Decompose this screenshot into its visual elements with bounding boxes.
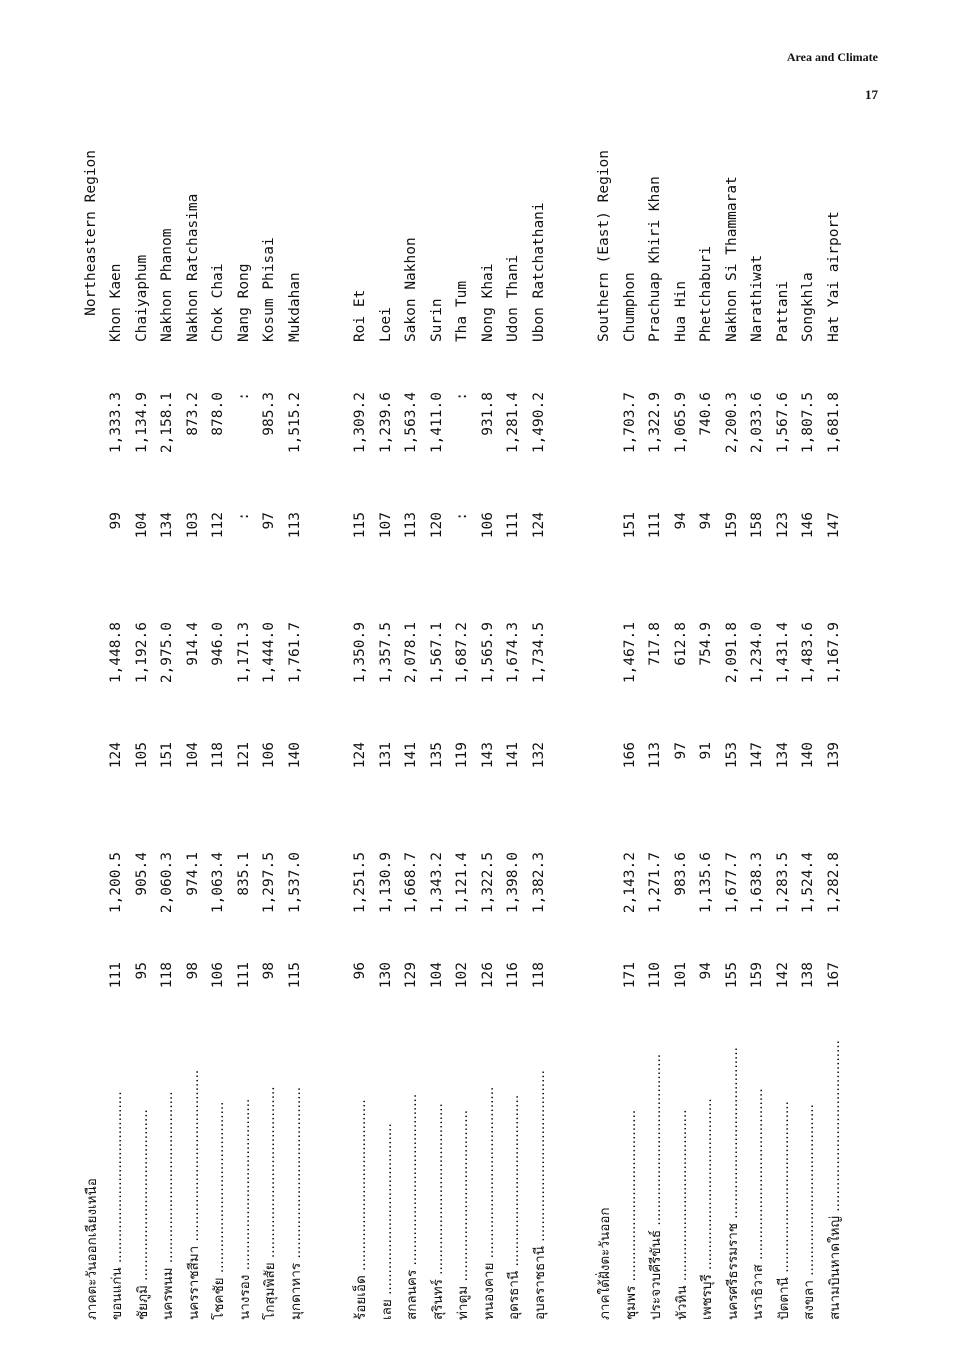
table-row <box>475 150 501 1320</box>
dot-leader: ........................................ <box>750 1088 767 1265</box>
station-name-thai <box>373 1040 399 1320</box>
station-name-thai <box>424 1040 450 1320</box>
rain-days-cell: 96 <box>352 962 369 980</box>
rain-days-cell: 97 <box>672 742 689 760</box>
rainfall-mm-cell: 1,171.3 <box>235 622 252 684</box>
rainfall-mm-cell: 1,382.3 <box>530 852 547 914</box>
rainfall-mm-cell: 1,134.9 <box>133 392 150 454</box>
rain-days-cell: 101 <box>672 962 689 989</box>
rain-days-cell: 110 <box>647 962 664 989</box>
station-name-thai-text: หนองคาย <box>480 1262 497 1320</box>
station-name-thai-text: ชุมพร <box>622 1285 639 1320</box>
station-name-thai <box>821 1040 847 1320</box>
rainfall-mm-cell: 1,333.3 <box>108 392 125 454</box>
rain-days-cell: 151 <box>159 742 176 769</box>
rain-days-cell: 115 <box>352 512 369 539</box>
rainfall-mm-cell: 2,200.3 <box>723 392 740 454</box>
rainfall-mm-cell: : <box>454 392 471 401</box>
rainfall-mm-cell: 1,343.2 <box>428 852 445 914</box>
rain-days-cell: 171 <box>621 962 638 989</box>
rainfall-mm-cell: 1,431.4 <box>774 622 791 684</box>
rainfall-mm-cell: 1,734.5 <box>530 622 547 684</box>
rain-days-cell: 118 <box>530 962 547 989</box>
rainfall-mm-cell: 2,091.8 <box>723 622 740 684</box>
station-name-english: Narathiwat <box>749 254 766 343</box>
station-name-thai-text: ปัตตานี <box>775 1277 792 1320</box>
dot-leader: ........................................ <box>699 1098 716 1275</box>
rain-days-cell: 147 <box>825 512 842 539</box>
station-name-thai-text: นราธิวาส <box>750 1264 767 1320</box>
station-name-thai <box>668 1040 694 1320</box>
rainfall-mm-cell: 985.3 <box>261 392 278 436</box>
station-name-thai <box>282 1040 308 1320</box>
dot-leader: ........................................ <box>404 1093 421 1270</box>
rainfall-mm-cell: 1,524.4 <box>800 852 817 914</box>
station-name-english: Songkhla <box>800 272 817 343</box>
rain-days-cell: 124 <box>352 742 369 769</box>
station-name-thai-text: โชคชัย <box>211 1277 228 1320</box>
rain-days-cell: : <box>454 512 471 521</box>
station-name-english: Phetchaburi <box>698 246 715 343</box>
station-name-thai <box>643 1040 669 1320</box>
rotated-table-container <box>78 140 843 1320</box>
rain-days-cell: 129 <box>403 962 420 989</box>
rain-days-cell: 124 <box>108 742 125 769</box>
rainfall-mm-cell: 2,033.6 <box>749 392 766 454</box>
dot-leader: ........................................ <box>185 1069 202 1246</box>
rainfall-mm-cell: 983.6 <box>672 852 689 896</box>
station-name-thai <box>450 1040 476 1320</box>
table-row <box>129 150 155 1320</box>
rainfall-mm-cell: 931.8 <box>479 392 496 436</box>
station-name-english: Hua Hin <box>672 280 689 343</box>
rain-days-cell: : <box>235 512 252 521</box>
rainfall-mm-cell: 1,567.6 <box>774 392 791 454</box>
rain-days-cell: 138 <box>800 962 817 989</box>
station-name-english: Tha Tum <box>454 280 471 343</box>
rain-days-cell: 130 <box>377 962 394 989</box>
rain-days-cell: 153 <box>723 742 740 769</box>
rain-days-cell: 112 <box>210 512 227 539</box>
rain-days-cell: 104 <box>428 962 445 989</box>
rain-days-cell: 98 <box>184 962 201 980</box>
table-row <box>821 150 847 1320</box>
rain-days-cell: 116 <box>505 962 522 989</box>
dot-leader: ........................................ <box>455 1109 472 1286</box>
station-name-english: Roi Et <box>352 289 369 343</box>
rain-days-cell: 106 <box>261 742 278 769</box>
rain-days-cell: 107 <box>377 512 394 539</box>
station-name-english: Chaiyaphum <box>133 254 150 343</box>
rain-days-cell: 111 <box>647 512 664 539</box>
table-row <box>231 150 257 1320</box>
rainfall-mm-cell: 1,681.8 <box>825 392 842 454</box>
rainfall-mm-cell: 2,975.0 <box>159 622 176 684</box>
rainfall-mm-cell: 1,668.7 <box>403 852 420 914</box>
station-name-thai <box>206 1040 232 1320</box>
region-name-english: Southern (East) Region <box>596 149 613 343</box>
rainfall-mm-cell: 974.1 <box>184 852 201 896</box>
rainfall-mm-cell: 1,563.4 <box>403 392 420 454</box>
rain-days-cell: 118 <box>210 742 227 769</box>
station-name-thai <box>348 1040 374 1320</box>
station-name-thai <box>501 1040 527 1320</box>
station-name-english: Loei <box>377 307 394 343</box>
rainfall-mm-cell: 1,065.9 <box>672 392 689 454</box>
station-name-thai <box>257 1040 283 1320</box>
station-name-thai-text: นางรอง <box>236 1274 253 1320</box>
rainfall-mm-cell: 754.9 <box>698 622 715 666</box>
rainfall-mm-cell: 1,807.5 <box>800 392 817 454</box>
running-title: Area and Climate <box>786 50 878 64</box>
station-name-thai-text: สนามบินหาดใหญ่ <box>826 1216 843 1320</box>
table-row <box>282 150 308 1320</box>
rain-days-cell: 113 <box>286 512 303 539</box>
rainfall-mm-cell: 1,234.0 <box>749 622 766 684</box>
station-name-english: Chok Chai <box>210 263 227 343</box>
rain-days-cell: 143 <box>479 742 496 769</box>
table-row <box>104 150 130 1320</box>
rainfall-mm-cell: 1,638.3 <box>749 852 766 914</box>
rain-days-cell: 106 <box>479 512 496 539</box>
rainfall-mm-cell: 2,158.1 <box>159 392 176 454</box>
table-row <box>617 150 643 1320</box>
rainfall-mm-cell: 1,251.5 <box>352 852 369 914</box>
rain-days-cell: 91 <box>698 742 715 760</box>
rainfall-mm-cell: 1,239.6 <box>377 392 394 454</box>
rain-days-cell: 141 <box>505 742 522 769</box>
rain-days-cell: 132 <box>530 742 547 769</box>
station-name-english: Nakhon Si Thammarat <box>723 176 740 343</box>
rainfall-mm-cell: 1,282.8 <box>825 852 842 914</box>
rain-days-cell: 167 <box>825 962 842 989</box>
rainfall-mm-cell: 1,490.2 <box>530 392 547 454</box>
table-row <box>257 150 283 1320</box>
rainfall-mm-cell: 1,761.7 <box>286 622 303 684</box>
rainfall-mm-cell: 1,703.7 <box>621 392 638 454</box>
table-row <box>770 150 796 1320</box>
rain-days-cell: 94 <box>698 962 715 980</box>
table-row <box>206 150 232 1320</box>
rain-days-cell: 134 <box>159 512 176 539</box>
table-row <box>745 150 771 1320</box>
station-name-english: Prachuap Khiri Khan <box>647 176 664 343</box>
rain-days-cell: 113 <box>647 742 664 769</box>
station-name-thai-text: อุบลราชธานี <box>531 1246 548 1320</box>
station-name-thai-text: โกสุมพิสัย <box>262 1262 279 1320</box>
rainfall-mm-cell: 2,143.2 <box>621 852 638 914</box>
rain-days-cell: 126 <box>479 962 496 989</box>
section-spacer <box>308 150 348 1320</box>
station-name-english: Nong Khai <box>479 263 496 343</box>
rain-days-cell: 104 <box>133 512 150 539</box>
station-name-english: Nakhon Phanom <box>159 228 176 343</box>
rain-days-cell: 95 <box>133 962 150 980</box>
rainfall-mm-cell: 1,687.2 <box>454 622 471 684</box>
table-row <box>373 150 399 1320</box>
station-name-english: Ubon Ratchathani <box>530 202 547 343</box>
rainfall-mm-cell: 914.4 <box>184 622 201 666</box>
rain-days-cell: 111 <box>108 962 125 989</box>
rain-days-cell: 111 <box>235 962 252 989</box>
rain-days-cell: 102 <box>454 962 471 989</box>
rainfall-mm-cell: 1,467.1 <box>621 622 638 684</box>
rain-days-cell: 131 <box>377 742 394 769</box>
rain-days-cell: 140 <box>286 742 303 769</box>
rainfall-mm-cell: 905.4 <box>133 852 150 896</box>
dot-leader: ........................................ <box>134 1109 151 1286</box>
rain-days-cell: 113 <box>403 512 420 539</box>
rainfall-mm-cell: 1,567.1 <box>428 622 445 684</box>
dot-leader: ........................................ <box>531 1070 548 1246</box>
dot-leader: ........................................ <box>506 1094 523 1271</box>
rain-days-cell: 140 <box>800 742 817 769</box>
rainfall-mm-cell: 1,674.3 <box>505 622 522 684</box>
table-row <box>450 150 476 1320</box>
rainfall-mm-cell: 1,281.4 <box>505 392 522 454</box>
station-name-thai <box>694 1040 720 1320</box>
station-name-thai-text: สุรินทร์ <box>429 1279 446 1320</box>
station-name-english: Pattani <box>774 280 791 343</box>
rain-days-cell: 124 <box>530 512 547 539</box>
region-heading-row <box>592 150 618 1320</box>
rain-days-cell: 158 <box>749 512 766 539</box>
rain-days-cell: 94 <box>698 512 715 530</box>
rain-days-cell: 134 <box>774 742 791 769</box>
rainfall-mm-cell: 1,322.9 <box>647 392 664 454</box>
dot-leader: ........................................ <box>109 1091 126 1268</box>
rain-days-cell: 142 <box>774 962 791 989</box>
rainfall-mm-cell: 1,130.9 <box>377 852 394 914</box>
rain-days-cell: 146 <box>800 512 817 539</box>
rain-days-cell: 151 <box>621 512 638 539</box>
table-row <box>796 150 822 1320</box>
rain-days-cell: 159 <box>723 512 740 539</box>
table-row <box>155 150 181 1320</box>
table-row <box>526 150 552 1320</box>
station-name-thai <box>475 1040 501 1320</box>
station-name-thai <box>770 1040 796 1320</box>
section-spacer <box>552 150 592 1320</box>
page-header <box>787 50 878 103</box>
station-name-english: Chumphon <box>621 272 638 343</box>
dot-leader: ........................................ <box>429 1103 446 1280</box>
table-row <box>719 150 745 1320</box>
rain-days-cell: 106 <box>210 962 227 989</box>
rainfall-mm-cell: 946.0 <box>210 622 227 666</box>
rainfall-mm-cell: 717.8 <box>647 622 664 666</box>
dot-leader: ........................................ <box>801 1104 818 1281</box>
dot-leader: ........................................ <box>378 1123 395 1300</box>
rainfall-mm-cell: 1,322.5 <box>479 852 496 914</box>
station-name-thai <box>617 1040 643 1320</box>
rainfall-mm-cell: 1,537.0 <box>286 852 303 914</box>
rainfall-mm-cell: 1,398.0 <box>505 852 522 914</box>
rainfall-mm-cell: 1,411.0 <box>428 392 445 454</box>
rain-days-cell: 104 <box>184 742 201 769</box>
station-name-thai-text: นครพนม <box>160 1267 177 1320</box>
table-row <box>348 150 374 1320</box>
station-name-thai-text: มุกดาหาร <box>287 1262 304 1320</box>
rainfall-mm-cell: 612.8 <box>672 622 689 666</box>
rainfall-mm-cell: 1,677.7 <box>723 852 740 914</box>
rain-days-cell: 123 <box>774 512 791 539</box>
station-name-thai-text: ชัยภูมิ <box>134 1285 151 1320</box>
rainfall-mm-cell: 1,444.0 <box>261 622 278 684</box>
table-row <box>399 150 425 1320</box>
rainfall-mm-cell: 1,283.5 <box>774 852 791 914</box>
station-name-thai <box>719 1040 745 1320</box>
rain-days-cell: 139 <box>825 742 842 769</box>
rain-days-cell: 94 <box>672 512 689 530</box>
rainfall-mm-cell: 1,297.5 <box>261 852 278 914</box>
rain-days-cell: 97 <box>261 512 278 530</box>
rainfall-mm-cell: 878.0 <box>210 392 227 436</box>
station-name-thai-text: หัวหิน <box>673 1285 690 1320</box>
rainfall-mm-cell: 1,565.9 <box>479 622 496 684</box>
station-name-thai <box>796 1040 822 1320</box>
region-name-thai: ภาคใต้ฝั่งตะวันออก <box>597 1207 614 1320</box>
dot-leader: ........................................ <box>673 1109 690 1286</box>
rain-days-cell: 111 <box>505 512 522 539</box>
rain-days-cell: 119 <box>454 742 471 769</box>
station-name-thai-text: ร้อยเอ็ด <box>353 1275 370 1320</box>
table-row <box>501 150 527 1320</box>
rain-days-cell: 135 <box>428 742 445 769</box>
station-name-thai-text: ท่าตูม <box>455 1285 472 1320</box>
rain-days-cell: 115 <box>286 962 303 989</box>
station-name-english: Udon Thani <box>505 254 522 343</box>
rain-days-cell: 120 <box>428 512 445 539</box>
rainfall-mm-cell: 1,309.2 <box>352 392 369 454</box>
station-name-thai <box>745 1040 771 1320</box>
station-name-thai <box>129 1040 155 1320</box>
station-name-english: Khon Kaen <box>108 263 125 343</box>
station-name-english: Surin <box>428 298 445 343</box>
dot-leader: ........................................ <box>648 1053 665 1230</box>
station-name-thai-text: เพชรบุรี <box>699 1274 716 1320</box>
rainfall-mm-cell: 1,167.9 <box>825 622 842 684</box>
station-name-thai-text: อุดรธานี <box>506 1270 523 1320</box>
dot-leader: ........................................ <box>262 1086 279 1263</box>
rainfall-mm-cell: 2,060.3 <box>159 852 176 914</box>
rainfall-mm-cell: 1,448.8 <box>108 622 125 684</box>
station-name-thai-text: สกลนคร <box>404 1269 421 1320</box>
dot-leader: ........................................ <box>775 1101 792 1278</box>
table-row <box>694 150 720 1320</box>
rainfall-mm-cell: 1,135.6 <box>698 852 715 914</box>
station-name-english: Kosum Phisai <box>261 237 278 343</box>
table-row <box>643 150 669 1320</box>
rainfall-mm-cell: 1,350.9 <box>352 622 369 684</box>
rain-days-cell: 141 <box>403 742 420 769</box>
dot-leader: ........................................ <box>236 1098 253 1275</box>
station-name-thai-text: เลย <box>378 1299 395 1320</box>
table-row <box>668 150 694 1320</box>
rainfall-mm-cell: 1,200.5 <box>108 852 125 914</box>
rainfall-mm-cell: 1,192.6 <box>133 622 150 684</box>
region-name-english: Northeastern Region <box>82 149 99 316</box>
rainfall-mm-cell: 2,078.1 <box>403 622 420 684</box>
rain-days-cell: 99 <box>108 512 125 530</box>
dot-leader: ........................................ <box>724 1047 741 1224</box>
station-name-english: Nang Rong <box>235 263 252 343</box>
station-name-thai-text: สงขลา <box>801 1280 818 1320</box>
dot-leader: ........................................ <box>287 1086 304 1263</box>
rainfall-mm-cell: 1,483.6 <box>800 622 817 684</box>
page-number: 17 <box>865 87 878 102</box>
region-name-thai: ภาคตะวันออกเฉียงเหนือ <box>83 1178 100 1320</box>
station-name-english: Hat Yai airport <box>825 211 842 343</box>
station-name-thai <box>526 1040 552 1320</box>
station-name-thai <box>231 1040 257 1320</box>
rain-days-cell: 166 <box>621 742 638 769</box>
station-name-thai <box>180 1040 206 1320</box>
table-row <box>424 150 450 1320</box>
dot-leader: ........................................ <box>211 1101 228 1278</box>
region-heading-row <box>78 150 104 1320</box>
rain-days-cell: 103 <box>184 512 201 539</box>
rainfall-table <box>78 150 847 1320</box>
rainfall-mm-cell: : <box>235 392 252 401</box>
station-name-thai <box>155 1040 181 1320</box>
rainfall-mm-cell: 873.2 <box>184 392 201 436</box>
rain-days-cell: 159 <box>749 962 766 989</box>
station-name-thai-text: ขอนแก่น <box>109 1267 126 1320</box>
rain-days-cell: 105 <box>133 742 150 769</box>
station-name-thai <box>399 1040 425 1320</box>
rainfall-mm-cell: 740.6 <box>698 392 715 436</box>
dot-leader: ........................................ <box>160 1091 177 1268</box>
rainfall-mm-cell: 1,515.2 <box>286 392 303 454</box>
rainfall-mm-cell: 835.1 <box>235 852 252 896</box>
rainfall-mm-cell: 1,271.7 <box>647 852 664 914</box>
rainfall-mm-cell: 1,063.4 <box>210 852 227 914</box>
table-row <box>180 150 206 1320</box>
station-name-english: Nakhon Ratchasima <box>184 193 201 343</box>
rain-days-cell: 118 <box>159 962 176 989</box>
station-name-thai <box>104 1040 130 1320</box>
rain-days-cell: 121 <box>235 742 252 769</box>
station-name-thai-text: ประจวบคีรีขันธ์ <box>648 1229 665 1320</box>
rainfall-mm-cell: 1,121.4 <box>454 852 471 914</box>
station-name-english: Sakon Nakhon <box>403 237 420 343</box>
station-name-thai-text: นครศรีธรรมราช <box>724 1223 741 1320</box>
rain-days-cell: 98 <box>261 962 278 980</box>
rain-days-cell: 147 <box>749 742 766 769</box>
station-name-thai-text: นครราชสีมา <box>185 1245 202 1320</box>
rainfall-mm-cell: 1,357.5 <box>377 622 394 684</box>
dot-leader: ........................................ <box>353 1099 370 1276</box>
dot-leader: ........................................ <box>826 1040 843 1216</box>
rain-days-cell: 155 <box>723 962 740 989</box>
dot-leader: ........................................ <box>480 1086 497 1263</box>
dot-leader: ........................................ <box>622 1109 639 1286</box>
station-name-english: Mukdahan <box>286 272 303 343</box>
